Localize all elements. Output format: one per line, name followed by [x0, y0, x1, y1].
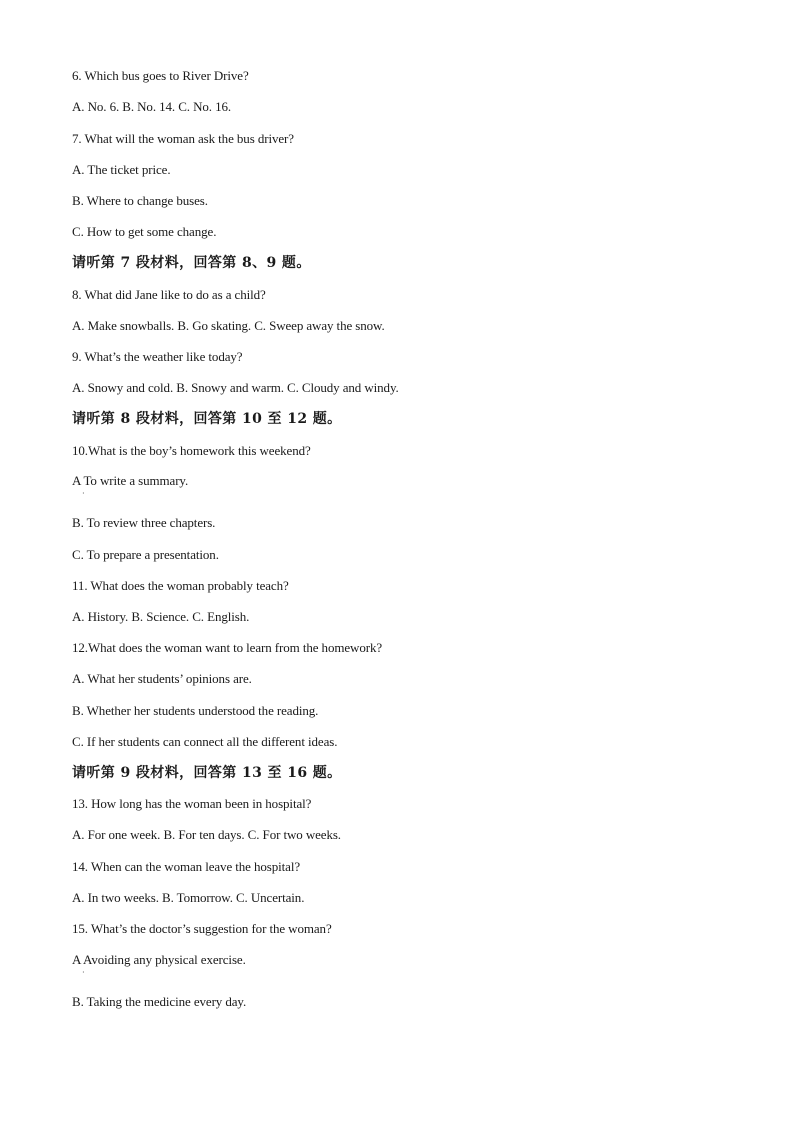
question-13: 13. How long has the woman been in hospital? — [72, 796, 312, 811]
question-10-option-a: A To write a summary. — [72, 473, 189, 488]
question-12-option-c: C. If her students can connect all the different ideas. — [72, 734, 338, 749]
question-7-option-b: B. Where to change buses. — [72, 193, 208, 208]
question-12-option-a: A. What her students’ opinions are. — [72, 671, 252, 686]
question-15-option-a: A Avoiding any physical exercise. — [72, 952, 246, 967]
question-8: 8. What did Jane like to do as a child? — [72, 287, 266, 302]
question-7: 7. What will the woman ask the bus driver? — [72, 131, 294, 146]
question-12-option-b: B. Whether her students understood the reading. — [72, 703, 319, 718]
question-10-option-c: C. To prepare a presentation. — [72, 547, 219, 562]
question-6-options: A. No. 6. B. No. 14. C. No. 16. — [72, 99, 232, 114]
section-heading-8: 请听第 8 段材料，回答第 10 至 12 题。 — [72, 411, 342, 427]
question-7-option-c: C. How to get some change. — [72, 224, 217, 239]
question-15: 15. What’s the doctor’s suggestion for the woman? — [72, 921, 332, 936]
question-9-options: A. Snowy and cold. B. Snowy and warm. C. Cloudy and windy. — [72, 380, 399, 395]
question-8-options: A. Make snowballs. B. Go skating. C. Sweep away the snow. — [72, 318, 385, 333]
question-6: 6. Which bus goes to River Drive? — [72, 68, 249, 83]
question-10-option-b: B. To review three chapters. — [72, 515, 216, 530]
section-heading-7: 请听第 7 段材料，回答第 8、9 题。 — [72, 255, 311, 271]
option-dot-mark: · — [82, 489, 85, 498]
question-14: 14. When can the woman leave the hospital? — [72, 859, 301, 874]
question-11: 11. What does the woman probably teach? — [72, 578, 289, 593]
exam-page — [72, 0, 752, 1123]
question-15-option-b: B. Taking the medicine every day. — [72, 994, 247, 1009]
question-13-options: A. For one week. B. For ten days. C. For two weeks. — [72, 827, 341, 842]
option-dot-mark: · — [82, 968, 85, 977]
question-12: 12.What does the woman want to learn from the homework? — [72, 640, 383, 655]
question-7-option-a: A. The ticket price. — [72, 162, 171, 177]
question-9: 9. What’s the weather like today? — [72, 349, 243, 364]
question-11-options: A. History. B. Science. C. English. — [72, 609, 250, 624]
section-heading-9: 请听第 9 段材料，回答第 13 至 16 题。 — [72, 765, 342, 781]
question-10: 10.What is the boy’s homework this weekend? — [72, 443, 311, 458]
question-14-options: A. In two weeks. B. Tomorrow. C. Uncertain. — [72, 890, 305, 905]
